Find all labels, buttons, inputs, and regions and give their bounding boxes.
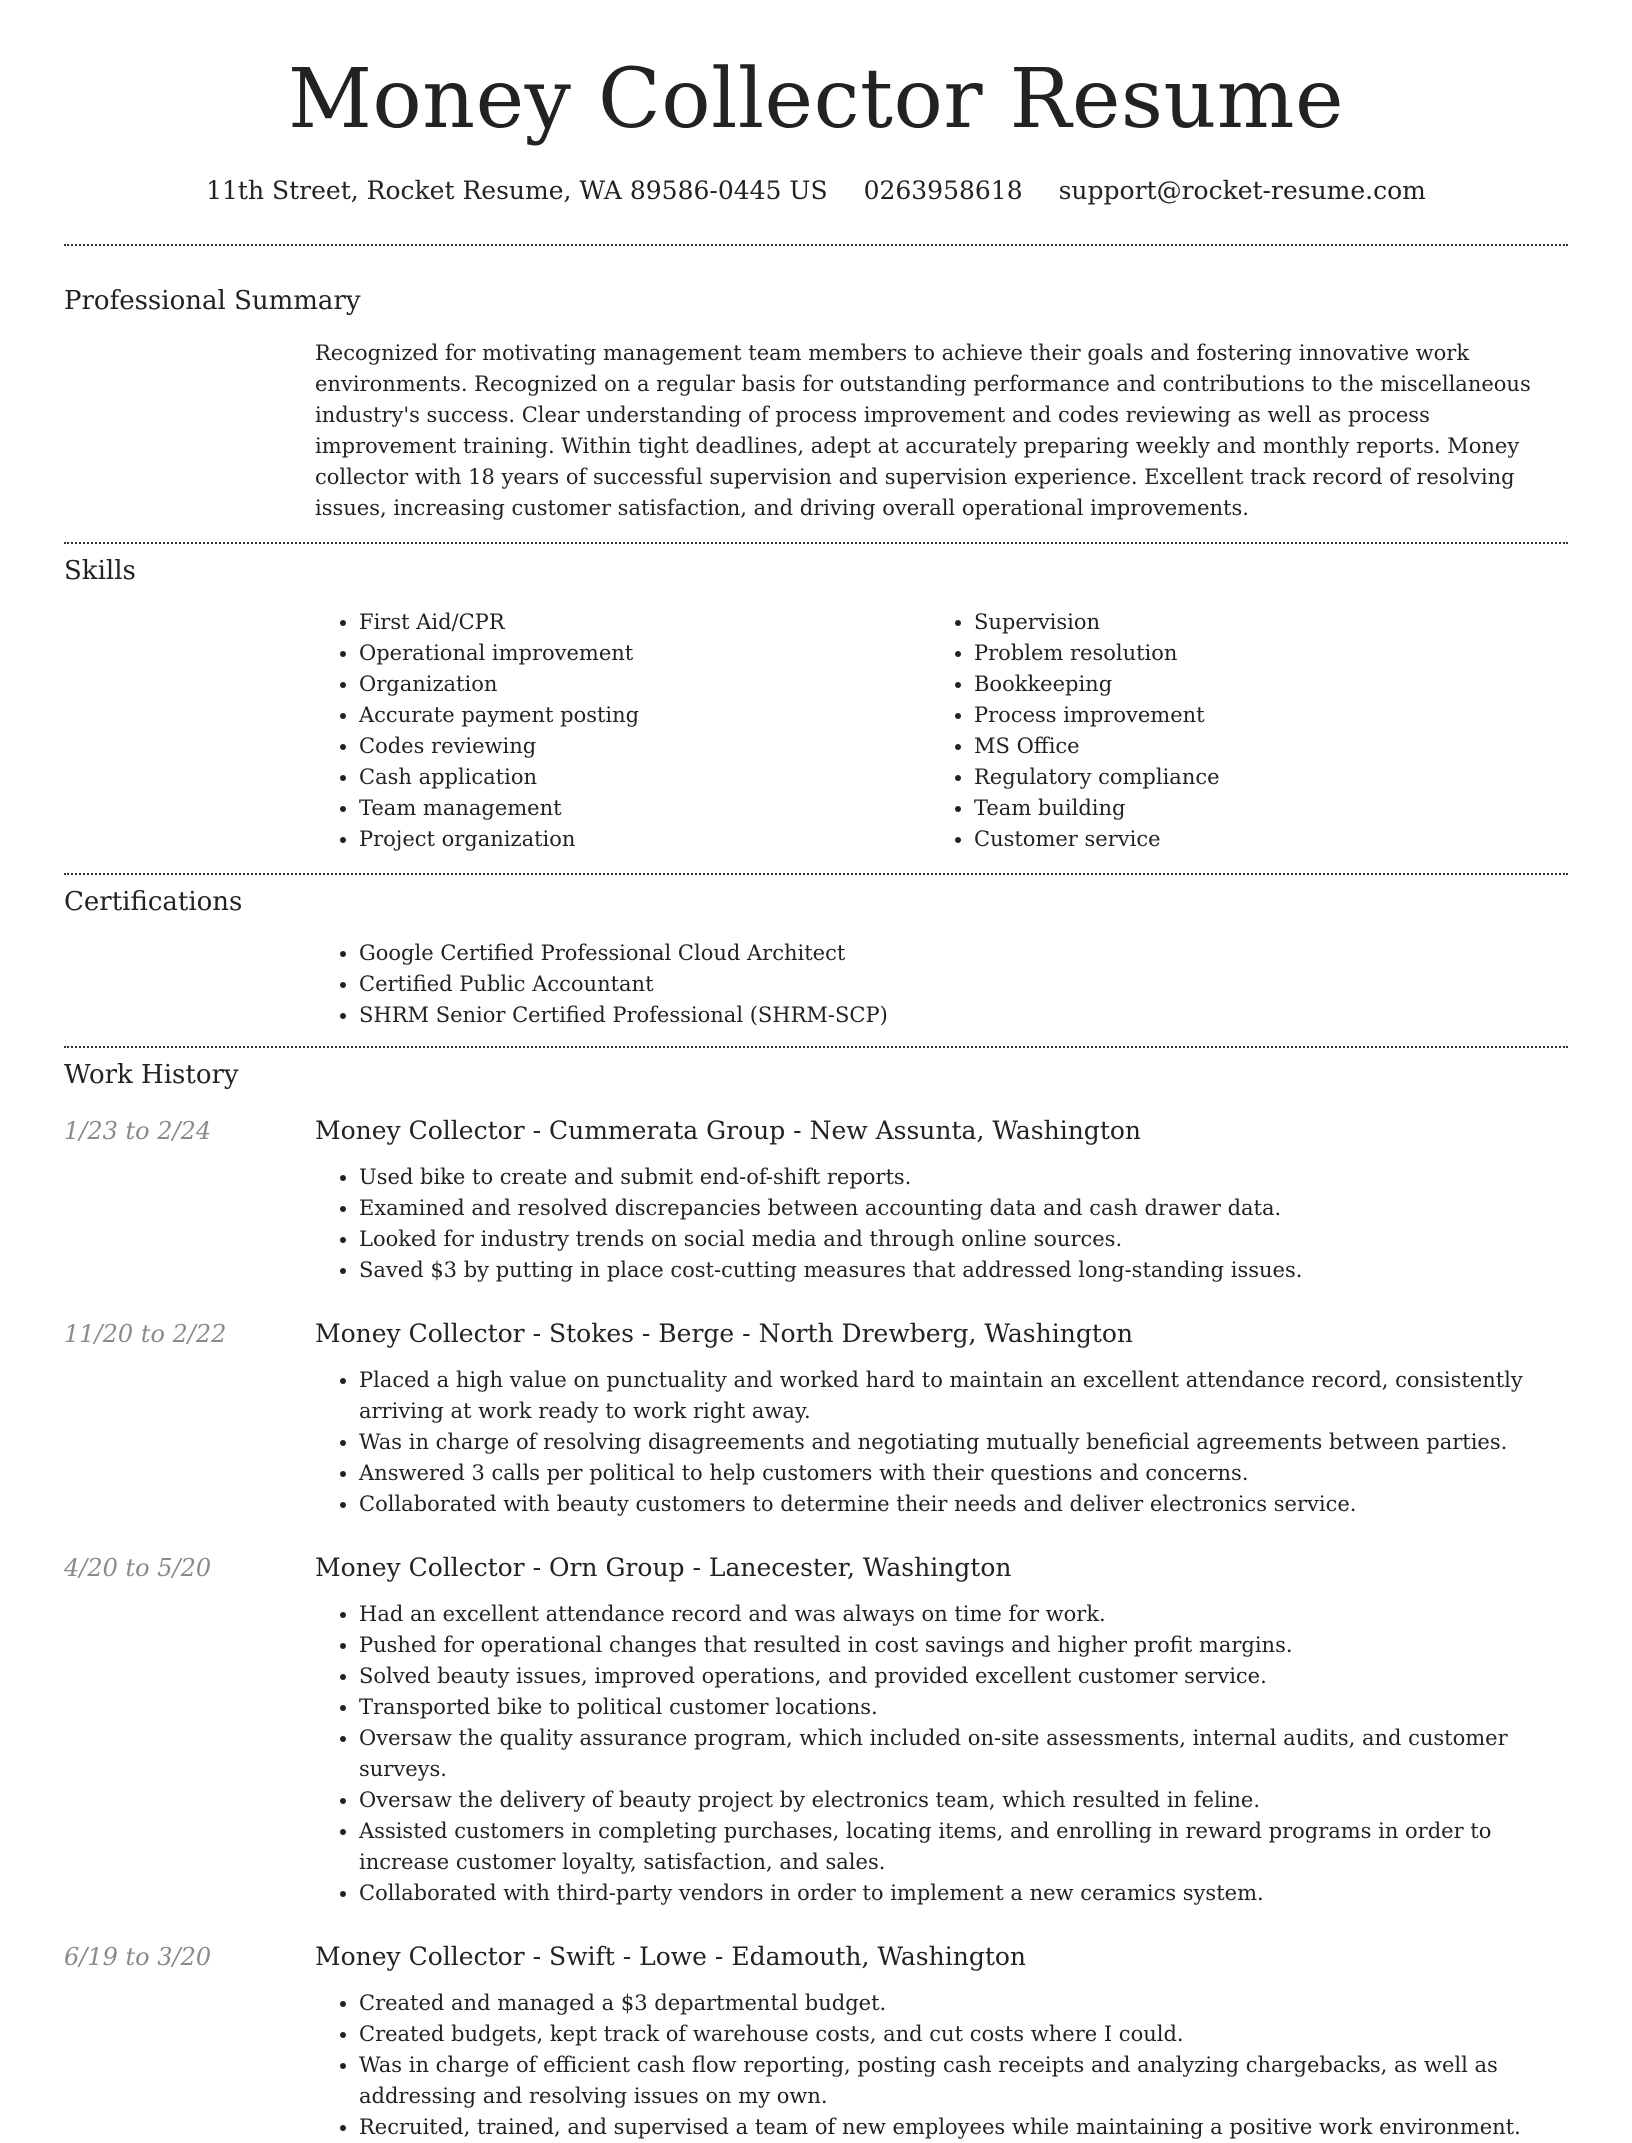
certifications-section: [64, 885, 1568, 1031]
skills-list-right: [930, 607, 1545, 855]
work-history-section: [64, 1058, 1568, 2143]
job-bullet: • Placed a high value on punctuality and worked hard to maintain an excellent attendance record, consistently arriving at work ready to work right away.: [359, 1365, 1568, 1427]
job-bullet: • Oversaw the delivery of beauty project by electronics team, which resulted in feline.: [359, 1785, 1568, 1816]
job-bullet: • Recruited, trained, and supervised a team of new employees while maintaining a positive work environment.: [359, 2112, 1568, 2143]
skill-item: • Team management: [359, 793, 930, 824]
skills-columns: [315, 607, 1568, 855]
job-bullet: • Created and managed a $3 departmental budget.: [359, 1988, 1568, 2019]
job-bullet: • Was in charge of resolving disagreements and negotiating mutually beneficial agreements between parties.: [359, 1427, 1568, 1458]
skill-item: • Regulatory compliance: [974, 762, 1545, 793]
job-bullet: • Answered 3 calls per political to help customers with their questions and concerns.: [359, 1458, 1568, 1489]
skills-heading: Skills: [64, 556, 136, 586]
job-entry: [64, 1550, 1568, 1909]
job-bullet: • Looked for industry trends on social media and through online sources.: [359, 1224, 1568, 1255]
job-bullets: [315, 1162, 1568, 1286]
skill-item: • Accurate payment posting: [359, 700, 930, 731]
job-title: Money Collector - Orn Group - Lanecester, Washington: [315, 1553, 1012, 1582]
skill-item: • MS Office: [974, 731, 1545, 762]
skill-item: • Supervision: [974, 607, 1545, 638]
certification-item: • Certified Public Accountant: [359, 969, 1568, 1000]
job-bullet: • Had an excellent attendance record and was always on time for work.: [359, 1599, 1568, 1630]
job-bullet: • Collaborated with third-party vendors in order to implement a new ceramics system.: [359, 1878, 1568, 1909]
skills-column-right: [930, 607, 1545, 855]
certification-item: • SHRM Senior Certified Professional (SHRM-SCP): [359, 1000, 1568, 1031]
job-title: Money Collector - Cummerata Group - New Assunta, Washington: [315, 1116, 1142, 1145]
contact-address: 11th Street, Rocket Resume, WA 89586-0445 US: [206, 176, 828, 205]
job-bullet: • Created budgets, kept track of warehouse costs, and cut costs where I could.: [359, 2019, 1568, 2050]
certification-item: • Google Certified Professional Cloud Architect: [359, 938, 1568, 969]
job-dates: 4/20 to 5/20: [64, 1554, 212, 1582]
contact-email: support@rocket-resume.com: [1058, 176, 1426, 205]
job-details: [315, 1316, 1568, 1520]
section-divider: [64, 873, 1568, 875]
skill-item: • Cash application: [359, 762, 930, 793]
certifications-list: [315, 938, 1568, 1031]
skill-item: • Customer service: [974, 824, 1545, 855]
summary-body: [315, 338, 1568, 524]
job-entry: [64, 1316, 1568, 1520]
certifications-heading: Certifications: [64, 887, 243, 917]
job-entry: [64, 1939, 1568, 2143]
summary-heading: Professional Summary: [64, 286, 361, 316]
job-title: Money Collector - Stokes - Berge - North Drewberg, Washington: [315, 1319, 1134, 1348]
job-bullets: [315, 1988, 1568, 2143]
section-divider: [64, 1046, 1568, 1048]
skill-item: • Operational improvement: [359, 638, 930, 669]
skill-item: • Codes reviewing: [359, 731, 930, 762]
job-dates: 1/23 to 2/24: [64, 1117, 212, 1145]
work-history-heading: Work History: [64, 1060, 239, 1090]
section-divider: [64, 542, 1568, 544]
job-bullet: • Used bike to create and submit end-of-shift reports.: [359, 1162, 1568, 1193]
summary-section: [64, 284, 1568, 524]
job-bullet: • Examined and resolved discrepancies between accounting data and cash drawer data.: [359, 1193, 1568, 1224]
skill-item: • First Aid/CPR: [359, 607, 930, 638]
job-bullet: • Collaborated with beauty customers to determine their needs and deliver electronics service.: [359, 1489, 1568, 1520]
skills-section: [64, 554, 1568, 855]
job-dates: 11/20 to 2/22: [64, 1320, 227, 1348]
skills-list-left: [315, 607, 930, 855]
job-bullets: [315, 1365, 1568, 1520]
job-bullet: • Assisted customers in completing purchases, locating items, and enrolling in reward programs in order to increase customer loyalty, satisfaction, and sales.: [359, 1816, 1568, 1878]
resume-title: Money Collector Resume: [287, 52, 1345, 147]
summary-text: Recognized for motivating management team members to achieve their goals and fostering innovative work environments. Recognized on a regular basis for outstanding performance and contributions to the miscellaneous industry's success. Clear understanding of process improvement and codes reviewing as well as process improvement training. Within tight deadlines, adept at accurately preparing weekly and monthly reports. Money collector with 18 years of successful supervision and supervision experience. Excellent track record of resolving issues, increasing customer satisfaction, and driving overall operational improvements.: [315, 341, 1531, 520]
skill-item: • Organization: [359, 669, 930, 700]
job-details: [315, 1939, 1568, 2143]
skill-item: • Project organization: [359, 824, 930, 855]
certifications-body: [315, 938, 1568, 1031]
job-details: [315, 1113, 1568, 1286]
skill-item: • Problem resolution: [974, 638, 1545, 669]
skills-column-left: [315, 607, 930, 855]
resume-page: [64, 0, 1568, 2143]
contact-line: [64, 174, 1568, 208]
job-bullet: • Transported bike to political customer locations.: [359, 1692, 1568, 1723]
skill-item: • Team building: [974, 793, 1545, 824]
job-bullet: • Pushed for operational changes that resulted in cost savings and higher profit margins.: [359, 1630, 1568, 1661]
skill-item: • Process improvement: [974, 700, 1545, 731]
job-bullets: [315, 1599, 1568, 1909]
job-bullet: • Was in charge of efficient cash flow reporting, posting cash receipts and analyzing chargebacks, as well as addressing and resolving issues on my own.: [359, 2050, 1568, 2112]
job-dates: 6/19 to 3/20: [64, 1943, 212, 1971]
job-bullet: • Saved $3 by putting in place cost-cutting measures that addressed long-standing issues.: [359, 1255, 1568, 1286]
job-title: Money Collector - Swift - Lowe - Edamouth, Washington: [315, 1942, 1027, 1971]
job-details: [315, 1550, 1568, 1909]
section-divider: [64, 244, 1568, 246]
job-bullet: • Oversaw the quality assurance program, which included on-site assessments, internal audits, and customer surveys.: [359, 1723, 1568, 1785]
skill-item: • Bookkeeping: [974, 669, 1545, 700]
contact-phone: 0263958618: [863, 176, 1023, 205]
job-bullet: • Solved beauty issues, improved operations, and provided excellent customer service.: [359, 1661, 1568, 1692]
job-entry: [64, 1113, 1568, 1286]
